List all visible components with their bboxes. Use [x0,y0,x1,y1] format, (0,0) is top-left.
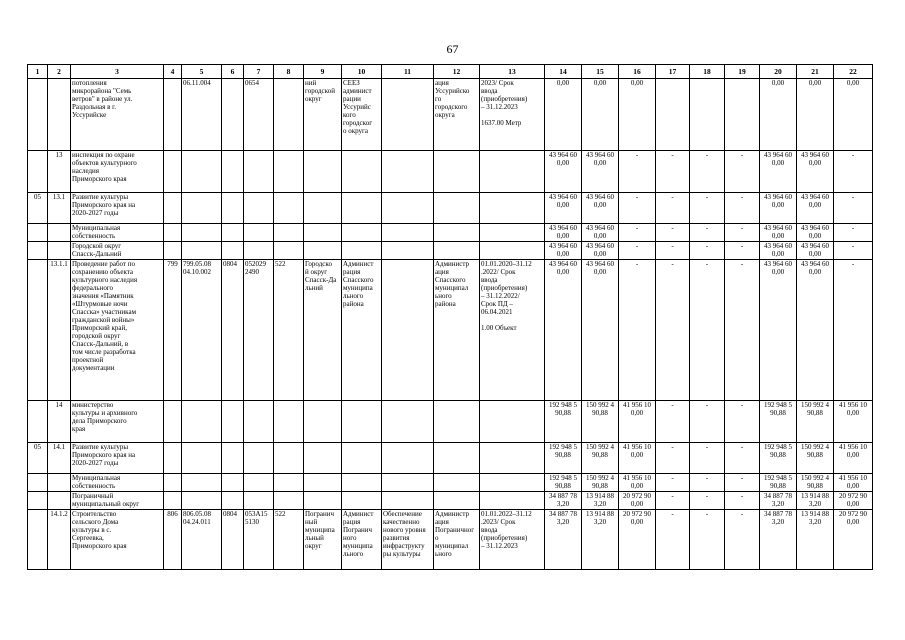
column-header: 3 [71,65,164,79]
table-cell [480,242,545,260]
table-cell: 43 964 60 0,00 [760,260,797,401]
table-cell: - [690,242,725,260]
column-header: 4 [164,65,182,79]
table-cell [304,193,342,224]
table-cell: 150 992 4 90,88 [797,401,834,443]
table-cell [182,492,222,510]
table-cell: 34 887 78 3,20 [760,492,797,510]
column-header: 14 [545,65,582,79]
table-cell: 20 972 90 0,00 [834,492,873,510]
table-cell [244,443,274,474]
table-cell [304,242,342,260]
table-cell [182,443,222,474]
table-cell [164,79,182,151]
table-cell: 20 972 90 0,00 [619,510,656,570]
table-cell [274,474,304,492]
table-cell: - [725,151,760,193]
table-cell [725,79,760,151]
table-row [28,151,873,193]
table-cell [48,242,71,260]
table-cell: 43 964 60 0,00 [582,260,619,401]
table-cell: Развитие культуры Приморского края на 2020-2027 годы [71,443,164,474]
table-cell: 43 964 60 0,00 [545,193,582,224]
table-cell: 0,00 [619,79,656,151]
table-cell: 43 964 60 0,00 [760,193,797,224]
table-cell [244,474,274,492]
column-header: 12 [434,65,480,79]
table-cell: 41 956 10 0,00 [834,401,873,443]
table-cell [304,474,342,492]
table-cell [222,151,244,193]
column-header: 7 [244,65,274,79]
table-cell [164,193,182,224]
table-cell [244,151,274,193]
table-cell [480,401,545,443]
table-cell: 192 948 5 90,88 [760,443,797,474]
table-cell: Городско й округ Спасск-Да льний [304,260,342,401]
table-cell: - [834,260,873,401]
table-cell: 14.1.2 [48,510,71,570]
table-cell: Админист рация Спасского муниципа льного района [342,260,382,401]
table-cell: 799.05.08 04.10.002 [182,260,222,401]
table-cell: 0804 [222,510,244,570]
table-cell: 13 914 88 3,20 [582,492,619,510]
table-cell: - [619,224,656,242]
table-cell [342,151,382,193]
table-cell: - [656,260,690,401]
table-cell [480,193,545,224]
table-cell [480,224,545,242]
table-cell [164,401,182,443]
table-cell [382,193,434,224]
column-header: 18 [690,65,725,79]
table-cell [342,401,382,443]
table-cell: - [834,242,873,260]
table-cell: 13 [48,151,71,193]
table-cell [244,242,274,260]
table-cell [164,474,182,492]
table-cell: ний городской округ [304,79,342,151]
table-cell: - [725,510,760,570]
table-cell: 43 964 60 0,00 [797,193,834,224]
table-cell: 053А15 5130 [244,510,274,570]
table-cell [342,443,382,474]
column-header: 13 [480,65,545,79]
table-row [28,443,873,474]
table-cell [382,260,434,401]
table-cell: 14.1 [48,443,71,474]
column-header: 15 [582,65,619,79]
table-cell [28,79,48,151]
table-cell: 150 992 4 90,88 [797,443,834,474]
table-cell [480,492,545,510]
table-cell [434,242,480,260]
table-cell: - [619,242,656,260]
table-cell: Развитие культуры Приморского края на 2020-2027 годы [71,193,164,224]
table-cell: 05 [28,443,48,474]
table-cell: 0804 [222,260,244,401]
table-cell [304,401,342,443]
table-cell: 43 964 60 0,00 [545,224,582,242]
table-cell [182,224,222,242]
table-row [28,193,873,224]
table-cell: 43 964 60 0,00 [582,193,619,224]
table-row [28,224,873,242]
table-cell: 150 992 4 90,88 [582,443,619,474]
table-cell: - [690,510,725,570]
table-cell: Админист рация Погранич ного муниципа льного [342,510,382,570]
table-cell [274,443,304,474]
table-cell: 43 964 60 0,00 [582,224,619,242]
table-cell: Городской округ Спасск-Дальний [71,242,164,260]
table-cell: - [656,193,690,224]
table-cell [342,474,382,492]
table-cell: 41 956 10 0,00 [619,401,656,443]
table-cell: 0,00 [760,79,797,151]
table-cell [222,443,244,474]
table-cell: - [656,474,690,492]
table-cell [28,260,48,401]
table-cell: министерство культуры и архивного дела Приморского края [71,401,164,443]
table-cell [28,510,48,570]
table-cell: - [656,224,690,242]
table-cell: 41 956 10 0,00 [834,474,873,492]
table-cell: 43 964 60 0,00 [797,151,834,193]
table-cell: 192 948 5 90,88 [545,443,582,474]
table-cell: 2023/ Срок ввода (приобретения) – 31.12.2023 1637.00 Метр [480,79,545,151]
table-cell [434,224,480,242]
table-cell: - [619,151,656,193]
table-row [28,474,873,492]
table-cell: - [725,193,760,224]
table-cell [244,401,274,443]
table-cell [222,193,244,224]
table-cell: - [619,193,656,224]
table-cell: - [656,510,690,570]
table-cell: - [834,151,873,193]
table-cell: 150 992 4 90,88 [797,474,834,492]
table-cell [48,492,71,510]
table-cell [382,474,434,492]
table-cell [274,79,304,151]
table-cell: 192 948 5 90,88 [760,401,797,443]
table-cell [342,242,382,260]
table-cell: Администр ация Пограничног о муниципал ьного [434,510,480,570]
table-cell [222,474,244,492]
table-cell [480,443,545,474]
table-cell [434,443,480,474]
table-cell [342,492,382,510]
table-cell [382,492,434,510]
table-cell: - [690,401,725,443]
table-cell: 13.1.1 [48,260,71,401]
table-cell [28,242,48,260]
table-cell: 150 992 4 90,88 [582,474,619,492]
table-cell: Обеспечение качественно нового уровня развития инфраструкту ры культуры [382,510,434,570]
table-cell [382,79,434,151]
table-cell: 13 914 88 3,20 [582,510,619,570]
table-cell: - [656,492,690,510]
table-cell [690,79,725,151]
table-cell [274,151,304,193]
table-cell: - [725,492,760,510]
table-cell: 192 948 5 90,88 [760,474,797,492]
table-cell: 522 [274,260,304,401]
table-cell [28,224,48,242]
table-row [28,260,873,401]
table-cell: Пограничный муниципальный округ [71,492,164,510]
table-cell: - [725,474,760,492]
table-cell [304,443,342,474]
table-cell [274,224,304,242]
column-header: 10 [342,65,382,79]
table-cell [382,443,434,474]
table-cell: 41 956 10 0,00 [834,443,873,474]
table-cell: - [725,224,760,242]
table-cell: - [690,151,725,193]
table-cell [164,242,182,260]
table-cell [480,474,545,492]
column-header: 9 [304,65,342,79]
table-cell [164,224,182,242]
table-cell [274,401,304,443]
table-cell: 192 948 5 90,88 [545,401,582,443]
table-cell: 34 887 78 3,20 [760,510,797,570]
table-cell [342,193,382,224]
column-header: 19 [725,65,760,79]
table-row [28,401,873,443]
table-cell [274,193,304,224]
table-cell: - [834,224,873,242]
budget-table [27,64,873,570]
table-cell [244,224,274,242]
table-cell: 43 964 60 0,00 [582,151,619,193]
table-cell: 14 [48,401,71,443]
table-cell: - [690,224,725,242]
table-cell: - [690,443,725,474]
table-cell [382,224,434,242]
table-cell: 41 956 10 0,00 [619,443,656,474]
table-cell [28,151,48,193]
page-number: 67 [446,42,459,56]
column-header: 16 [619,65,656,79]
table-cell: 13 914 88 3,20 [797,492,834,510]
table-cell: 43 964 60 0,00 [760,151,797,193]
table-cell [28,492,48,510]
table-cell: 01.01.2022–31.12 .2023/ Срок ввода (приобретения) – 31.12.2023 [480,510,545,570]
table-cell: - [656,401,690,443]
table-cell [434,474,480,492]
table-cell: 0,00 [545,79,582,151]
table-cell: Муниципальная собственность [71,224,164,242]
table-cell: Погранич ный муниципа льный округ [304,510,342,570]
table-cell [182,242,222,260]
table-cell: - [834,193,873,224]
table-cell: 522 [274,510,304,570]
table-cell: потопления микрорайона "Семь ветров" в районе ул. Раздольная в г. Уссурийске [71,79,164,151]
table-cell [222,79,244,151]
table-cell: - [690,193,725,224]
table-cell: Строительство сельского Дома культуры в с. Сергеевка, Приморского края [71,510,164,570]
table-cell: - [725,401,760,443]
table-cell: ация Уссурийско го городского округа [434,79,480,151]
table-cell [480,151,545,193]
column-header: 20 [760,65,797,79]
table-cell: 0,00 [834,79,873,151]
table-cell: Администр ация Спасского муниципал ьного района [434,260,480,401]
table-cell [222,224,244,242]
table-cell: инспекция по охране объектов культурного наследия Приморского края [71,151,164,193]
table-row [28,79,873,151]
table-cell [48,474,71,492]
table-cell: - [725,242,760,260]
table-cell: 0,00 [582,79,619,151]
column-header: 1 [28,65,48,79]
table-cell: Проведение работ по сохранению объекта культурного наследия федерального значения «Памятник «Штурмовые ночи Спасска» участникам гражданской войны» Приморский край, городской округ Спасск-Дальний, в том числе разработка проектной документации [71,260,164,401]
table-cell: Муниципальная собственность [71,474,164,492]
table-cell: 43 964 60 0,00 [797,224,834,242]
table-cell [48,79,71,151]
column-header: 22 [834,65,873,79]
column-header: 21 [797,65,834,79]
table-cell: 43 964 60 0,00 [797,260,834,401]
table-cell: - [690,492,725,510]
table-cell: 34 887 78 3,20 [545,492,582,510]
table-cell [28,474,48,492]
table-cell [182,151,222,193]
table-cell [434,151,480,193]
table-cell: 06.11.004 [182,79,222,151]
table-cell: - [690,474,725,492]
table-cell: 43 964 60 0,00 [797,242,834,260]
table-cell: - [656,443,690,474]
table-row [28,492,873,510]
table-cell [304,151,342,193]
table-cell: СЕЕЗ админист рации Уссурийс кого городског о округа [342,79,382,151]
table-cell [164,492,182,510]
table-cell [182,474,222,492]
table-cell [382,151,434,193]
table-cell [222,242,244,260]
table-cell [164,443,182,474]
table-cell [382,401,434,443]
table-cell: 43 964 60 0,00 [545,242,582,260]
table-cell: 192 948 5 90,88 [545,474,582,492]
table-cell [222,492,244,510]
table-cell: 0,00 [797,79,834,151]
table-cell [164,151,182,193]
table-row [28,510,873,570]
column-header: 6 [222,65,244,79]
table-cell: 20 972 90 0,00 [834,510,873,570]
table-cell [274,492,304,510]
table-cell: - [690,260,725,401]
table-cell: 43 964 60 0,00 [760,224,797,242]
table-cell [222,401,244,443]
table-cell: 806.05.08 04.24.011 [182,510,222,570]
table-cell [182,401,222,443]
table-cell: - [656,151,690,193]
table-cell: 799 [164,260,182,401]
column-header: 11 [382,65,434,79]
column-header: 5 [182,65,222,79]
table-cell [244,193,274,224]
table-cell: - [656,242,690,260]
table-cell: 806 [164,510,182,570]
table-cell: 43 964 60 0,00 [582,242,619,260]
table-cell [342,224,382,242]
column-header: 17 [656,65,690,79]
table-cell: - [725,260,760,401]
table-cell: 43 964 60 0,00 [760,242,797,260]
table-cell: 01.01.2020–31.12 .2022/ Срок ввода (приобретения) – 31.12.2022/ Срок ПД – 06.04.2021 1.00 Объект [480,260,545,401]
header-row [28,65,873,79]
table-cell: 43 964 60 0,00 [545,260,582,401]
table-cell: 13 914 88 3,20 [797,510,834,570]
table-cell: - [725,443,760,474]
table-cell [382,242,434,260]
table-cell [434,401,480,443]
table-cell [28,401,48,443]
table-row [28,242,873,260]
table-cell: 052029 2490 [244,260,274,401]
table-cell: 20 972 90 0,00 [619,492,656,510]
table-cell [304,224,342,242]
table-cell: 13.1 [48,193,71,224]
table-cell: 150 992 4 90,88 [582,401,619,443]
table-cell: 34 887 78 3,20 [545,510,582,570]
table-cell [304,492,342,510]
table-cell [434,492,480,510]
column-header: 8 [274,65,304,79]
table-cell: 0654 [244,79,274,151]
column-header: 2 [48,65,71,79]
table-cell: - [619,260,656,401]
table-cell [274,242,304,260]
table-cell [244,492,274,510]
table-cell [434,193,480,224]
table-cell [48,224,71,242]
table-cell [656,79,690,151]
table-cell [182,193,222,224]
table-cell: 41 956 10 0,00 [619,474,656,492]
table-cell: 43 964 60 0,00 [545,151,582,193]
table-cell: 05 [28,193,48,224]
